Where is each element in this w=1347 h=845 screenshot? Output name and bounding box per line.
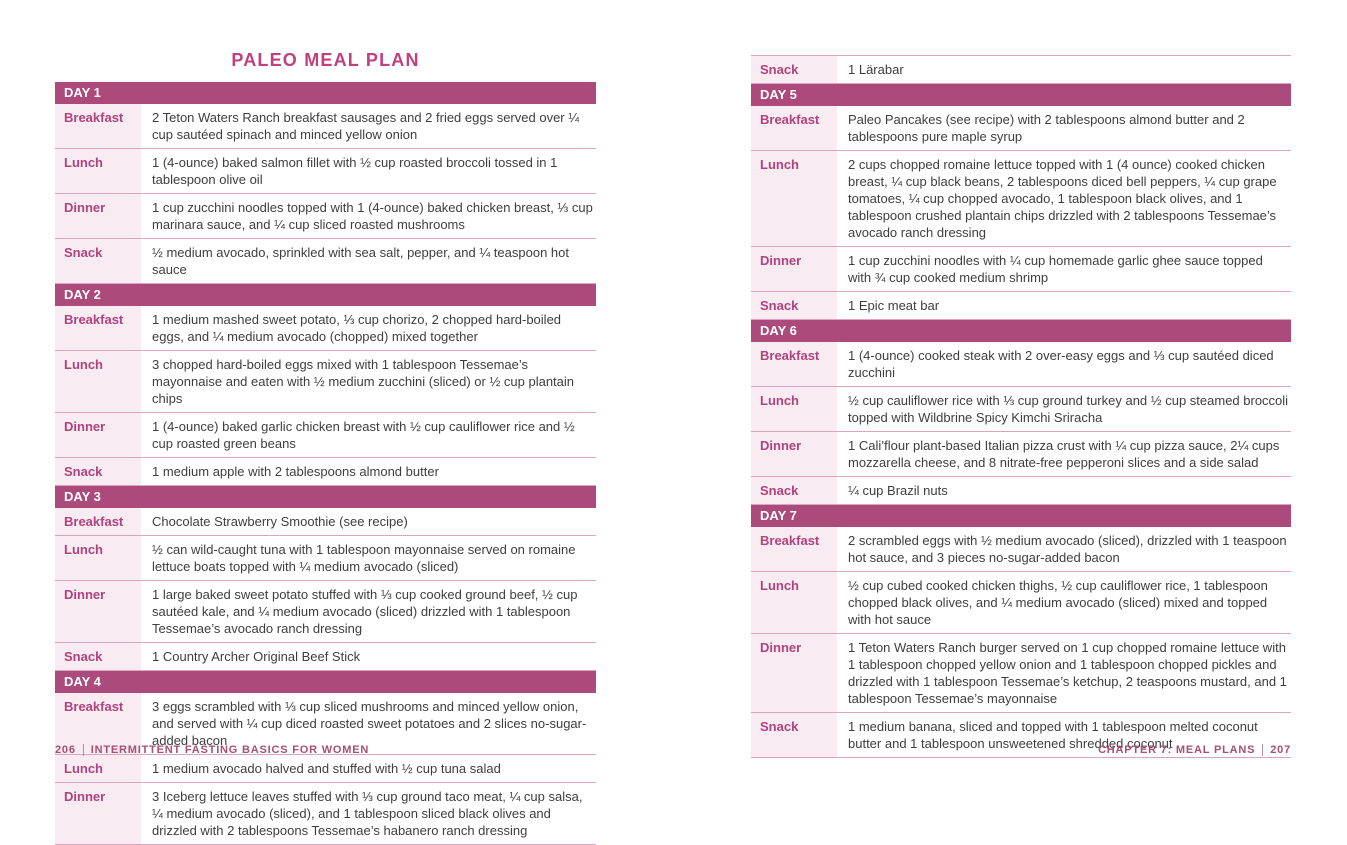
meal-row (751, 106, 1291, 151)
meal-label: Snack (751, 292, 837, 319)
meal-label: Lunch (55, 149, 141, 193)
meal-row (751, 247, 1291, 292)
meal-label: Snack (55, 643, 141, 670)
meal-row (751, 387, 1291, 432)
meal-label: Breakfast (55, 693, 141, 754)
meal-row (751, 292, 1291, 320)
meal-label: Lunch (751, 387, 837, 431)
meal-text: 3 Iceberg lettuce leaves stuffed with ⅓ cup ground taco meat, ¼ cup salsa, ¼ medium avocado (sliced), and 1 tablespoon sliced black olives and drizzled with 2 tablespoons Tessemae’s habanero ranch dressing (152, 789, 583, 838)
meal-text: 1 Country Archer Original Beef Stick (152, 649, 361, 664)
day-header: DAY 6 (751, 320, 1291, 342)
meal-row (55, 239, 596, 284)
meal-label: Lunch (55, 351, 141, 412)
page-title: PALEO MEAL PLAN (231, 50, 420, 70)
meal-row (55, 643, 596, 671)
day-header: DAY 3 (55, 486, 596, 508)
meal-label: Lunch (55, 536, 141, 580)
meal-text: 1 Epic meat bar (848, 298, 940, 313)
meal-label: Snack (751, 56, 837, 83)
meal-text: 3 chopped hard-boiled eggs mixed with 1 tablespoon Tessemae’s mayonnaise and eaten with ½ medium zucchini (sliced) or ½ cup plantain chips (152, 357, 575, 406)
meal-text: ½ cup cauliflower rice with ⅓ cup ground turkey and ½ cup steamed broccoli topped with Wildbrine Spicy Kimchi Sriracha (848, 393, 1289, 425)
meal-row (55, 149, 596, 194)
meal-label: Lunch (55, 755, 141, 782)
meal-text: 2 scrambled eggs with ½ medium avocado (sliced), drizzled with 1 teaspoon hot sauce, and 3 pieces no-sugar-added bacon (848, 533, 1287, 565)
meal-text: 1 Cali’flour plant-based Italian pizza crust with ¼ cup pizza sauce, 2¼ cups mozzarella cheese, and 8 nitrate-free pepperoni slices and a side salad (848, 438, 1280, 470)
meal-text: 1 medium banana, sliced and topped with 1 tablespoon melted coconut butter and 1 tablespoon unsweetened shredded coconut (848, 719, 1258, 751)
meal-text: 1 (4-ounce) cooked steak with 2 over-easy eggs and ⅓ cup sautéed diced zucchini (848, 348, 1274, 380)
meal-label: Snack (55, 239, 141, 283)
meal-label: Snack (751, 713, 837, 757)
meal-label: Breakfast (751, 342, 837, 386)
meal-row (55, 508, 596, 536)
meal-text: 2 Teton Waters Ranch breakfast sausages and 2 fried eggs served over ¼ cup sautéed spinach and minced yellow onion (152, 110, 580, 142)
meal-text: ½ medium avocado, sprinkled with sea salt, pepper, and ¼ teaspoon hot sauce (152, 245, 569, 277)
left-footer-text: INTERMITTENT FASTING BASICS FOR WOMEN (90, 744, 370, 756)
meal-label: Dinner (751, 247, 837, 291)
meal-text: ½ can wild-caught tuna with 1 tablespoon mayonnaise served on romaine lettuce boats topped with ¼ medium avocado (sliced) (152, 542, 576, 574)
meal-label: Dinner (55, 413, 141, 457)
right-footer (1098, 744, 1291, 756)
left-page (55, 50, 596, 845)
meal-label: Dinner (55, 194, 141, 238)
meal-row (55, 104, 596, 149)
meal-row (55, 413, 596, 458)
meal-text: 1 cup zucchini noodles topped with 1 (4-ounce) baked chicken breast, ⅓ cup marinara sauce, and ¼ cup sliced roasted mushrooms (152, 200, 593, 232)
meal-text: 3 eggs scrambled with ⅓ cup sliced mushrooms and minced yellow onion, and served with ¼ cup diced roasted sweet potatoes and 2 slices no-sugar-added bacon (152, 699, 587, 748)
meal-label: Dinner (55, 581, 141, 642)
meal-label: Lunch (751, 572, 837, 633)
meal-table-left (55, 82, 596, 845)
meal-label: Lunch (751, 151, 837, 246)
meal-row (55, 536, 596, 581)
day-header: DAY 2 (55, 284, 596, 306)
meal-row (55, 351, 596, 413)
meal-row (751, 477, 1291, 505)
meal-text: 1 Teton Waters Ranch burger served on 1 cup chopped romaine lettuce with 1 tablespoon chopped yellow onion and 1 tablespoon chopped pickles and drizzled with 1 tablespoon Tessemae’s ketchup, 2 teaspoons mustard, and 1 tablespoon Tessemae’s mayonnaise (848, 640, 1287, 706)
meal-row (751, 572, 1291, 634)
left-footer (55, 744, 369, 756)
meal-text: 1 large baked sweet potato stuffed with ⅓ cup cooked ground beef, ½ cup sautéed kale, and ¼ medium avocado (sliced) drizzled with 1 tablespoon Tessemae’s avocado ranch dressing (152, 587, 578, 636)
footer-divider (83, 744, 84, 756)
meal-label: Breakfast (751, 527, 837, 571)
right-page-number: 207 (1270, 744, 1291, 756)
meal-text: 1 cup zucchini noodles with ¼ cup homemade garlic ghee sauce topped with ¾ cup cooked medium shrimp (848, 253, 1263, 285)
meal-text: 1 (4-ounce) baked salmon fillet with ½ cup roasted broccoli tossed in 1 tablespoon olive oil (152, 155, 558, 187)
footer-divider (1262, 744, 1263, 756)
meal-row (751, 432, 1291, 477)
day-header: DAY 5 (751, 84, 1291, 106)
meal-row (55, 458, 596, 486)
day-header: DAY 7 (751, 505, 1291, 527)
right-page (751, 55, 1291, 758)
meal-text: 2 cups chopped romaine lettuce topped with 1 (4 ounce) cooked chicken breast, ¼ cup black beans, 2 tablespoons diced bell peppers, ¼ cup grape tomatoes, ¼ cup chopped avocado, 1 tablespoon black olives, and 1 tablespoon crushed plantain chips drizzled with 2 tablespoons Tessemae’s avocado ranch dressing (848, 157, 1277, 240)
meal-table-right (751, 55, 1291, 758)
meal-text: 1 medium avocado halved and stuffed with ½ cup tuna salad (152, 761, 501, 776)
meal-label: Dinner (55, 783, 141, 844)
meal-row (751, 55, 1291, 84)
meal-row (751, 634, 1291, 713)
meal-row (751, 342, 1291, 387)
meal-text: 1 medium apple with 2 tablespoons almond butter (152, 464, 439, 479)
meal-label: Snack (751, 477, 837, 504)
meal-label: Dinner (751, 634, 837, 712)
meal-text: Chocolate Strawberry Smoothie (see recipe) (152, 514, 408, 529)
meal-row (55, 581, 596, 643)
meal-text: Paleo Pancakes (see recipe) with 2 tablespoons almond butter and 2 tablespoons pure maple syrup (848, 112, 1245, 144)
meal-text: ½ cup cubed cooked chicken thighs, ½ cup cauliflower rice, 1 tablespoon chopped black olives, and ¼ medium avocado (sliced) mixed and topped with hot sauce (848, 578, 1268, 627)
meal-text: 1 (4-ounce) baked garlic chicken breast with ½ cup cauliflower rice and ½ cup roasted green beans (152, 419, 575, 451)
right-footer-text: CHAPTER 7: MEAL PLANS (1098, 744, 1256, 756)
day-header: DAY 4 (55, 671, 596, 693)
meal-label: Dinner (751, 432, 837, 476)
meal-label: Breakfast (55, 104, 141, 148)
meal-row (55, 306, 596, 351)
meal-text: 1 Lärabar (848, 62, 904, 77)
day-header: DAY 1 (55, 82, 596, 104)
meal-label: Breakfast (55, 306, 141, 350)
meal-text: ¼ cup Brazil nuts (848, 483, 948, 498)
meal-row (55, 755, 596, 783)
meal-text: 1 medium mashed sweet potato, ⅓ cup chorizo, 2 chopped hard-boiled eggs, and ¼ medium avocado (chopped) mixed together (152, 312, 562, 344)
meal-label: Snack (55, 458, 141, 485)
meal-label: Breakfast (55, 508, 141, 535)
meal-row (751, 151, 1291, 247)
left-page-number: 206 (55, 744, 76, 756)
meal-row (55, 194, 596, 239)
meal-label: Breakfast (751, 106, 837, 150)
meal-row (751, 527, 1291, 572)
meal-row (55, 783, 596, 845)
